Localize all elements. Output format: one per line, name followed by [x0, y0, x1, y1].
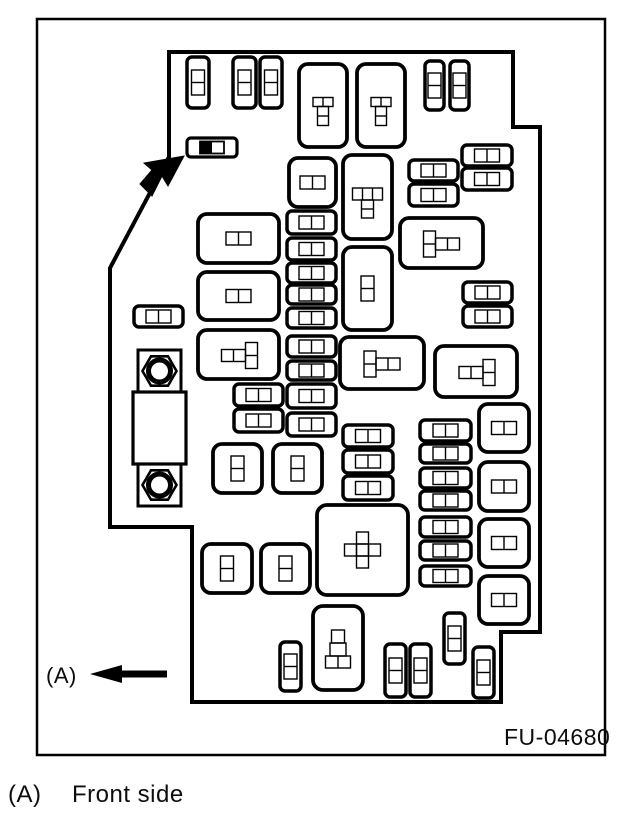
figure-caption [0, 781, 640, 811]
fuse-square-2 [273, 444, 322, 493]
relay-mid-2 [435, 346, 517, 397]
fuse-vertical-2 [233, 57, 256, 108]
fuse-stack-1 [287, 211, 336, 234]
fuse-vertical-6 [280, 642, 301, 691]
relay-t-1 [299, 64, 347, 147]
relay-square-mid [289, 158, 336, 207]
relay-mid-1 [340, 337, 424, 389]
fuse-stack-3 [287, 263, 336, 283]
relay-wide-1 [198, 214, 279, 263]
relay-wide-2 [198, 272, 279, 320]
fuse-horizontal-right-3b [463, 306, 512, 327]
fuse-col7-7 [420, 566, 471, 586]
fuse-horizontal-right-2a [409, 160, 458, 181]
fuse-vertical-3 [260, 57, 282, 108]
fuse-vertical-8 [410, 644, 431, 697]
main-fusible-link [133, 350, 186, 506]
relay-bottom [313, 606, 363, 690]
caption-key: (A) [8, 781, 42, 808]
fuse-vertical-10 [473, 647, 494, 698]
fuse-square-right-2 [479, 462, 529, 511]
relay-tall [343, 247, 392, 330]
fuse-col7-3 [420, 468, 471, 488]
part-code-label: FU-04680 [504, 724, 611, 750]
fuse-stack-9 [287, 413, 336, 436]
fuse-horizontal-right-1b [462, 168, 512, 190]
relay-top-right [400, 218, 483, 268]
fuse-horizontal-pair-a [234, 384, 283, 406]
fuse-col3-3 [343, 476, 393, 500]
fuse-horizontal-right-3a [463, 282, 512, 303]
fuse-vertical-1 [187, 57, 209, 108]
fuse-col7-1 [420, 420, 471, 441]
fuse-col3-2 [343, 450, 393, 473]
fuse-stack-2 [287, 238, 336, 260]
fuse-stack-8 [287, 384, 336, 408]
fuse-horizontal-right-1a [462, 145, 512, 166]
bolt-1 [143, 356, 177, 385]
fuse-vertical-4 [425, 61, 444, 110]
fuse-horizontal-right-2b [409, 184, 458, 206]
fuse-square-right-1 [479, 404, 529, 452]
fuse-square-4 [261, 544, 310, 593]
arrow-label: (A) [46, 663, 77, 688]
fuse-col7-4 [420, 491, 471, 510]
fuse-stack-4 [287, 285, 336, 304]
fuse-vertical-9 [444, 613, 465, 664]
fuse-square-right-4 [479, 576, 529, 624]
fuse-stack-5 [287, 308, 336, 328]
fuse-vertical-7 [385, 644, 406, 697]
caption-text: Front side [72, 781, 184, 808]
fuse-square-3 [202, 544, 252, 593]
fuse-col7-6 [420, 541, 471, 560]
fuse-col7-2 [420, 444, 471, 463]
bolt-2 [143, 470, 177, 499]
fuse-col7-5 [420, 517, 471, 537]
relay-t-3 [343, 155, 392, 239]
fuse-horizontal-pair-b [234, 409, 283, 432]
relay-wide-3 [198, 330, 279, 379]
fuse-horizontal-left [134, 306, 183, 327]
fuse-square-1 [213, 444, 262, 493]
fuse-vertical-5 [450, 61, 469, 110]
fuse-square-right-3 [479, 519, 529, 567]
relay-indicator [187, 138, 237, 157]
fuse-stack-6 [287, 336, 336, 357]
fuse-col3-1 [343, 425, 393, 447]
fuse-stack-7 [287, 361, 336, 380]
relay-t-2 [357, 64, 405, 147]
relay-large-plus [317, 505, 408, 595]
